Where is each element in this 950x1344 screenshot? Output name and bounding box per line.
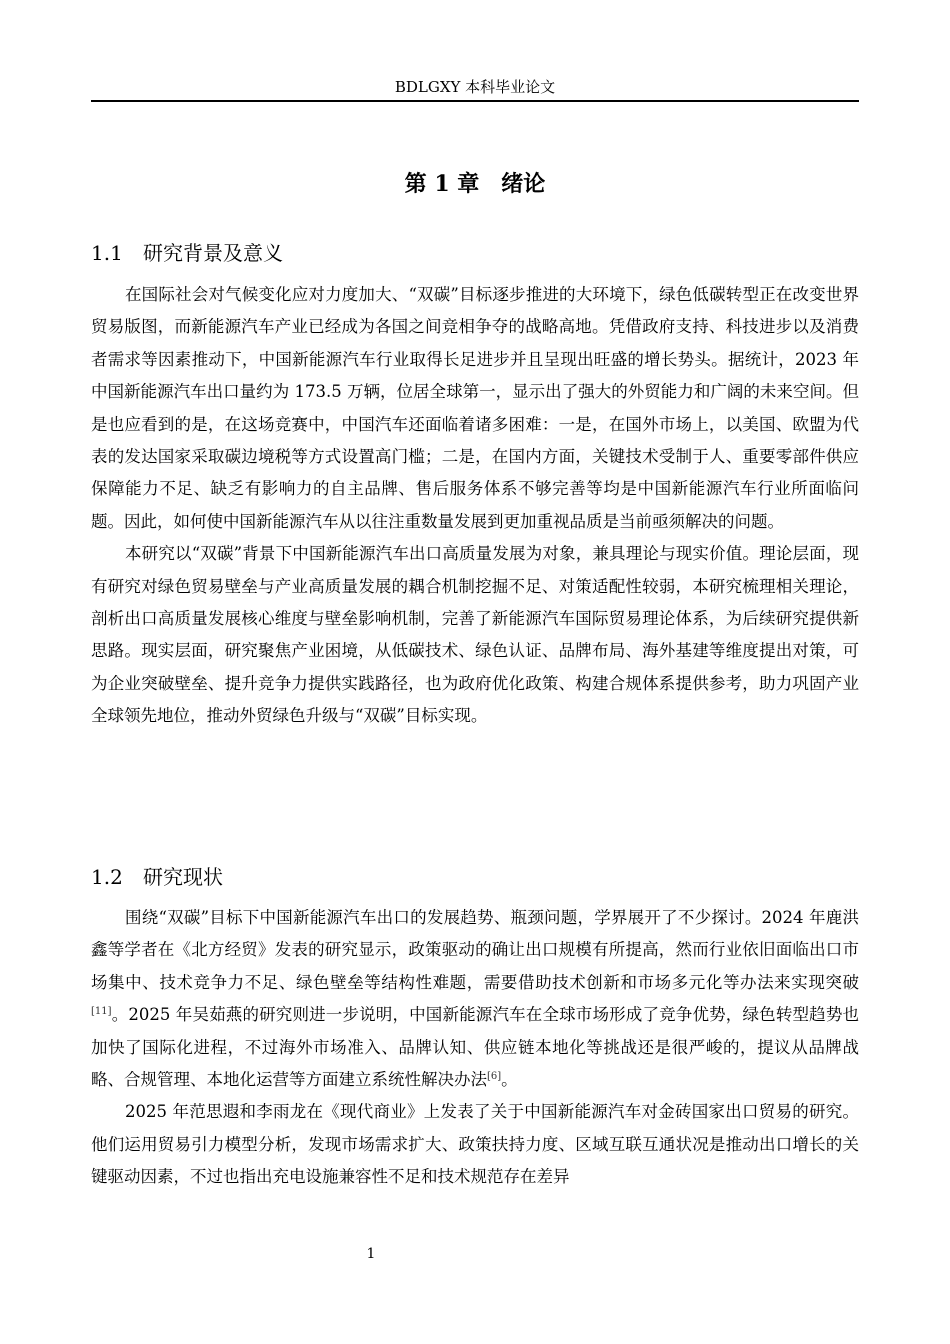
paragraph: 在国际社会对气候变化应对力度加大、“双碳”目标逐步推进的大环境下，绿色低碳转型正在改变世界贸易版图，而新能源汽车产业已经成为各国之间竞相争夺的战略高地。凭借政府支持、科技进步以及消费者需求等因素推动下，中国新能源汽车行业取得长足进步并且呈现出旺盛的增长势头。据统计，2023 年中国新能源汽车出口量约为 173.5 万辆，位居全球第一，显示出了强大的外贸能力和广阔的未来空间。但是也应看到的是，在这场竞赛中，中国汽车还面临着诸多困难：一是，在国外市场上，以美国、欧盟为代表的发达国家采取碳边境税等方式设置高门槛；二是，在国内方面，关键技术受制于人、重要零部件供应保障能力不足、缺乏有影响力的自主品牌、售后服务体系不够完善等均是中国新能源汽车行业所面临问题。因此，如何使中国新能源汽车从以往注重数量发展到更加重视品质是当前亟须解决的问题。 — [91, 285, 859, 531]
section-title: 研究现状 — [143, 865, 223, 889]
section-number: 1.1 — [91, 241, 123, 265]
section-number: 1.2 — [91, 865, 123, 889]
running-header: BDLGXY 本科毕业论文 — [394, 78, 556, 96]
paragraph: 2025 年范思遐和李雨龙在《现代商业》上发表了关于中国新能源汽车对金砖国家出口贸易的研究。他们运用贸易引力模型分析，发现市场需求扩大、政策扶持力度、区域互联互通状况是推动出口增长的关键驱动因素，不过也指出充电设施兼容性不足和技术规范存在差异 — [91, 1102, 859, 1187]
paragraph-text: 。2025 年吴茹燕的研究则进一步说明，中国新能源汽车在全球市场形成了竞争优势，绿色转型趋势也加快了国际化进程，不过海外市场准入、品牌认知、供应链本地化等挑战还是很严峻的，提议从品牌战略、合规管理、本地化运营等方面建立系统性解决办法 — [91, 1005, 859, 1090]
chapter-title: 第 1 章 绪论 — [404, 171, 546, 197]
page-number: 1 — [366, 1246, 376, 1262]
citation: [11] — [91, 1006, 112, 1018]
section-heading-1-1 — [91, 238, 859, 268]
paragraph — [91, 902, 859, 1096]
header-rule — [91, 100, 859, 102]
paragraph: 本研究以“双碳”背景下中国新能源汽车出口高质量发展为对象，兼具理论与现实价值。理论层面，现有研究对绿色贸易壁垒与产业高质量发展的耦合机制挖掘不足、对策适配性较弱，本研究梳理相关理论，剖析出口高质量发展核心维度与壁垒影响机制，完善了新能源汽车国际贸易理论体系，为后续研究提供新思路。现实层面，研究聚焦产业困境，从低碳技术、绿色认证、品牌布局、海外基建等维度提出对策，可为企业突破壁垒、提升竞争力提供实践路径，也为政府优化政策、构建合规体系提供参考，助力巩固产业全球领先地位，推动外贸绿色升级与“双碳”目标实现。 — [91, 544, 859, 726]
section-1-2-body — [91, 902, 859, 1194]
paragraph-text: 。 — [501, 1070, 518, 1090]
section-1-1-body — [91, 279, 859, 733]
section-heading-1-2 — [91, 862, 859, 892]
paragraph-text: 围绕“双碳”目标下中国新能源汽车出口的发展趋势、瓶颈问题，学界展开了不少探讨。2024 年鹿洪鑫等学者在《北方经贸》发表的研究显示，政策驱动的确让出口规模有所提高，然而行业依旧面临出口市场集中、技术竞争力不足、绿色壁垒等结构性难题，需要借助技术创新和市场多元化等办法来实现突破 — [91, 908, 859, 992]
citation: [6] — [487, 1071, 502, 1083]
section-title: 研究背景及意义 — [143, 241, 283, 265]
